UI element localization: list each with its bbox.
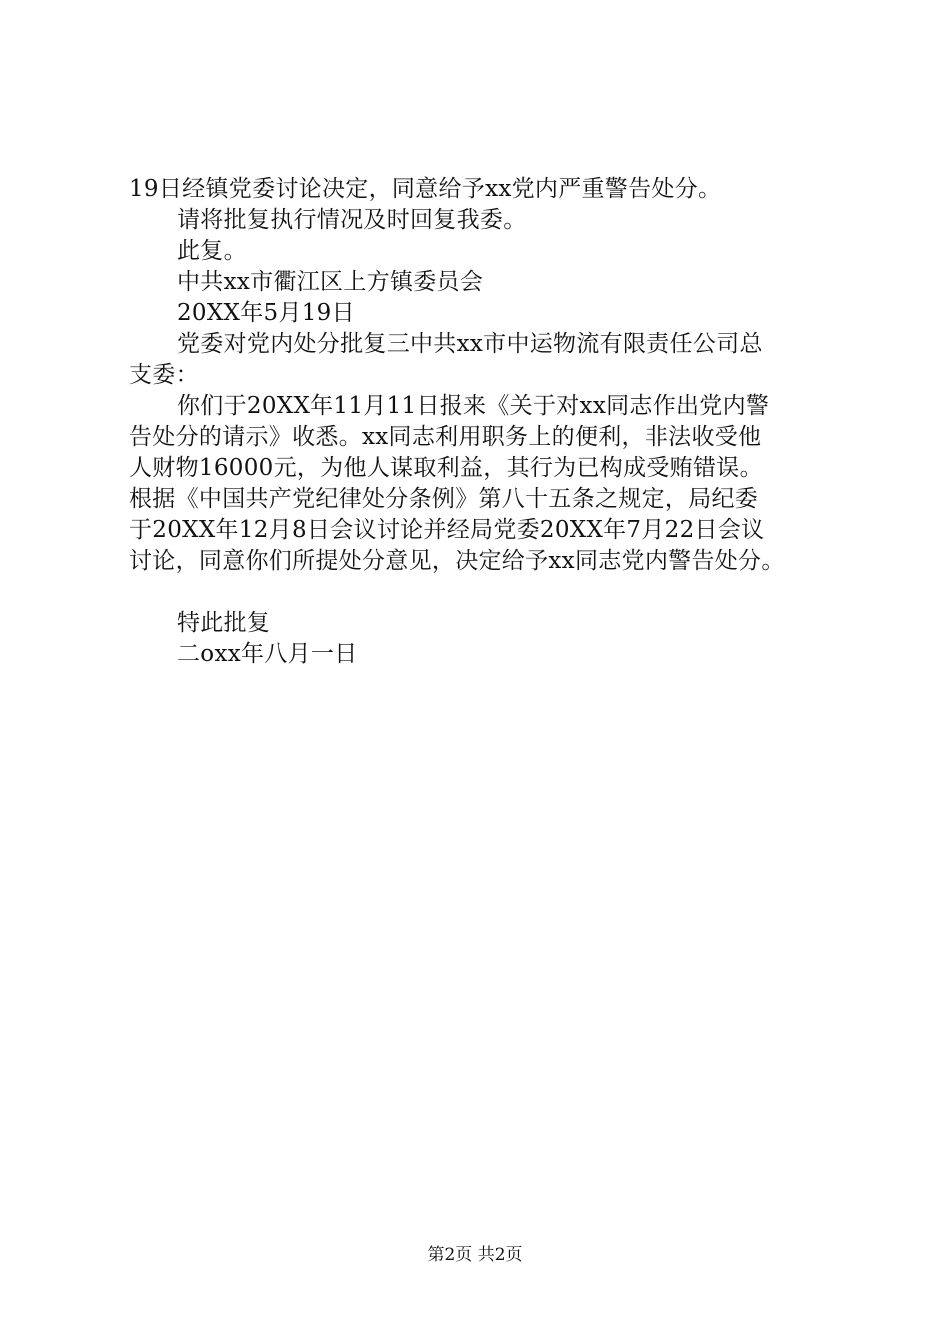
page-number-footer: 第2页 共2页: [427, 1245, 523, 1265]
text-line-7: 支委：: [129, 362, 199, 388]
text-line-13: 讨论，同意你们所提处分意见，决定给予xx同志党内警告处分。: [129, 548, 785, 574]
issuer-line: 中共xx市衢江区上方镇委员会: [177, 269, 484, 295]
text-line-10: 人财物16000元，为他人谋取利益，其行为已构成受贿错误。: [129, 455, 763, 481]
text-line-3: 此复。: [177, 238, 247, 264]
text-line-9: 告处分的请示》收悉。xx同志利用职务上的便利，非法收受他: [129, 424, 762, 450]
text-line-12: 于20XX年12月8日会议讨论并经局党委20XX年7月22日会议: [129, 517, 765, 543]
text-line-2: 请将批复执行情况及时回复我委。: [177, 207, 527, 233]
text-line-6: 党委对党内处分批复三中共xx市中运物流有限责任公司总: [177, 331, 763, 357]
paragraph-gap: [129, 577, 849, 608]
text-line-11: 根据《中国共产党纪律处分条例》第八十五条之规定，局纪委: [129, 486, 759, 512]
date-line-1: 20XX年5月19日: [177, 300, 355, 326]
text-line-1: 19日经镇党委讨论决定，同意给予xx党内严重警告处分。: [129, 176, 722, 202]
closing-line: 特此批复: [177, 610, 271, 636]
date-line-2: 二oxx年八月一日: [177, 641, 358, 667]
text-line-8: 你们于20XX年11月11日报来《关于对xx同志作出党内警: [177, 393, 770, 419]
document-body: [129, 174, 849, 670]
